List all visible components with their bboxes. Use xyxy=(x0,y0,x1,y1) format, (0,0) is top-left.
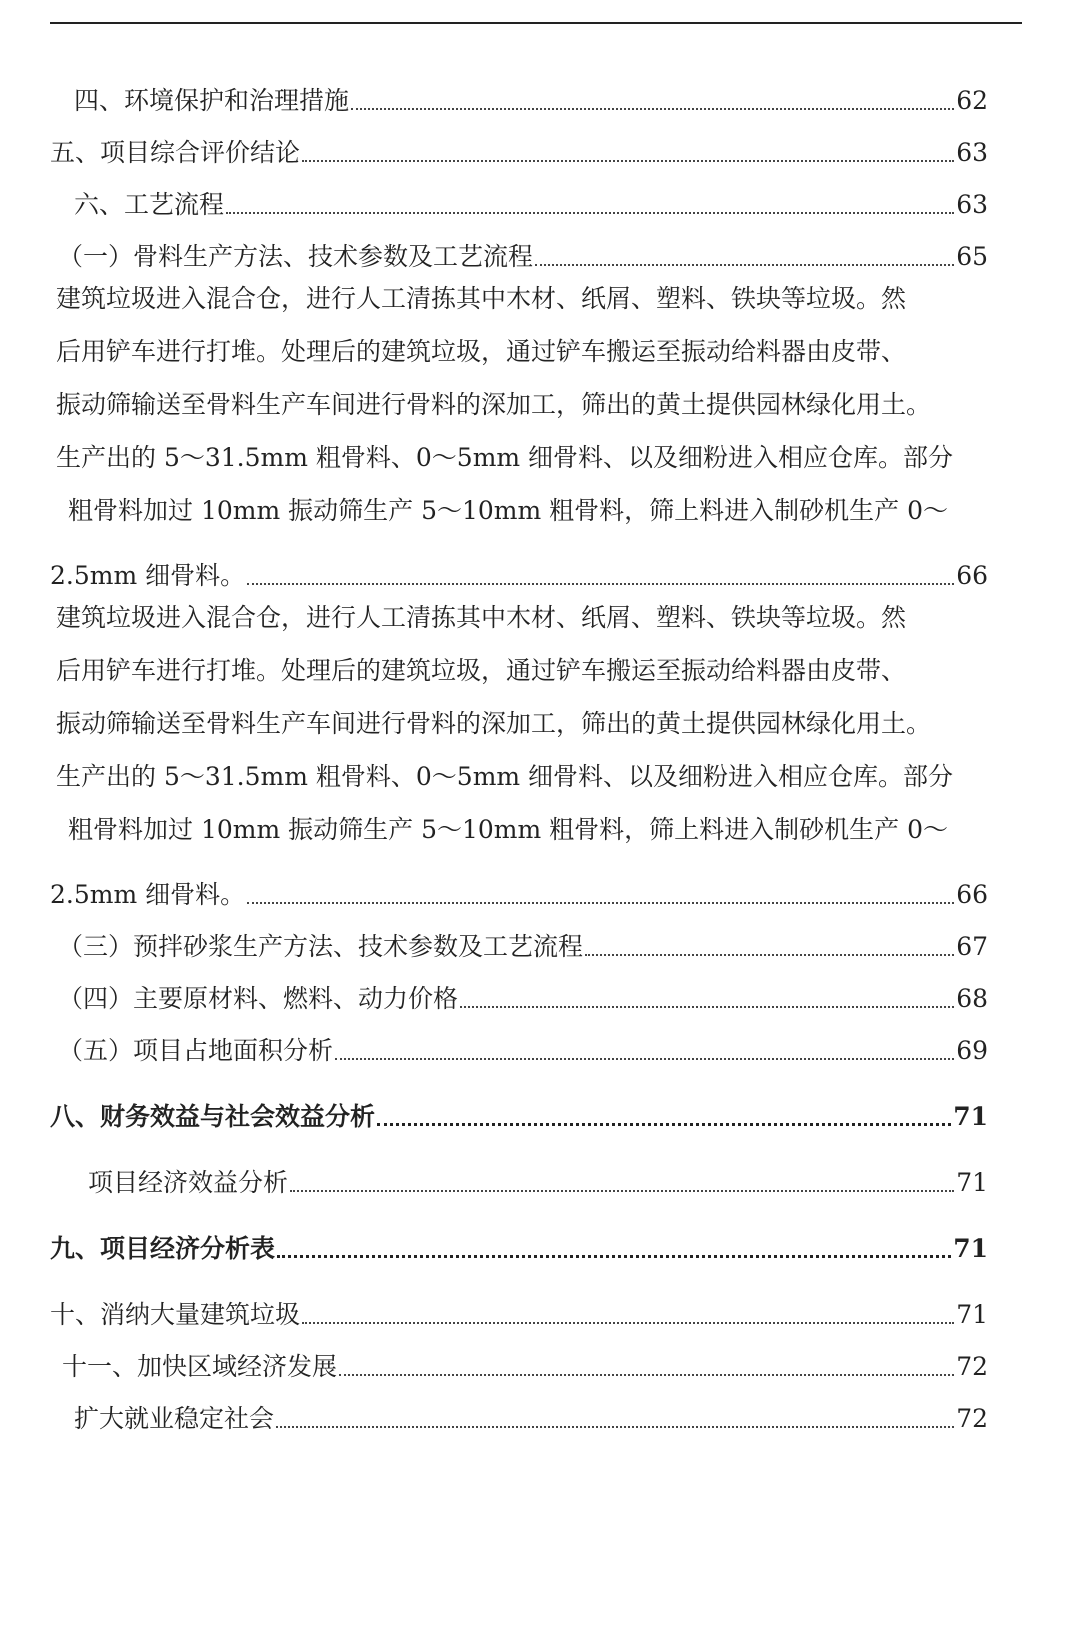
body-text-line: 生产出的 5～31.5mm 粗骨料、0～5mm 细骨料、以及细粉进入相应仓库。部分 xyxy=(56,443,954,472)
toc-entry-title: 五、项目综合评价结论 xyxy=(50,138,301,167)
toc-entry-title: 十一、加快区域经济发展 xyxy=(62,1352,338,1381)
leader-dots xyxy=(247,901,954,904)
toc-entry-title: 九、项目经济分析表 xyxy=(50,1234,276,1263)
toc-entry-title: 项目经济效益分析 xyxy=(88,1168,289,1197)
body-text-line: 建筑垃圾进入混合仓，进行人工清拣其中木材、纸屑、塑料、铁块等垃圾。然 xyxy=(56,284,907,313)
toc-entry-page: 72 xyxy=(956,1404,988,1433)
toc-entry-title: （三）预拌砂浆生产方法、技术参数及工艺流程 xyxy=(58,932,584,961)
leader-dots xyxy=(535,263,954,266)
leader-dots xyxy=(290,1189,954,1192)
toc-entry[interactable] xyxy=(0,126,1080,168)
leader-dots xyxy=(335,1057,954,1060)
toc-entry[interactable] xyxy=(0,1392,1080,1434)
body-text-line: 建筑垃圾进入混合仓，进行人工清拣其中木材、纸屑、塑料、铁块等垃圾。然 xyxy=(56,603,907,632)
toc-entry[interactable] xyxy=(0,549,1080,591)
toc-entry[interactable] xyxy=(0,74,1080,116)
toc-entry-title: （五）项目占地面积分析 xyxy=(58,1036,334,1065)
toc-entry-page: 62 xyxy=(956,86,988,115)
leader-dots xyxy=(276,1425,954,1428)
toc-entry-page: 71 xyxy=(956,1168,988,1197)
body-text-line: 振动筛输送至骨料生产车间进行骨料的深加工，筛出的黄土提供园林绿化用土。 xyxy=(56,390,932,419)
toc-entry-title: 四、环境保护和治理措施 xyxy=(74,86,350,115)
header-rule xyxy=(50,22,1022,24)
toc-chapter-entry[interactable] xyxy=(0,1090,1080,1132)
leader-dots xyxy=(351,107,954,110)
leader-dots xyxy=(226,211,954,214)
toc-entry[interactable] xyxy=(0,1288,1080,1330)
body-text-line: 粗骨料加过 10mm 振动筛生产 5～10mm 粗骨料，筛上料进入制砂机生产 0～ xyxy=(68,496,948,525)
body-text-line: 后用铲车进行打堆。处理后的建筑垃圾，通过铲车搬运至振动给料器由皮带、 xyxy=(56,337,907,366)
toc-entry-page: 63 xyxy=(956,138,988,167)
leader-dots xyxy=(277,1254,951,1258)
toc-entry[interactable] xyxy=(0,230,1080,272)
toc-entry-page: 72 xyxy=(956,1352,988,1381)
leader-dots xyxy=(247,582,954,585)
leader-dots xyxy=(339,1373,954,1376)
toc-entry[interactable] xyxy=(0,1340,1080,1382)
leader-dots xyxy=(460,1005,954,1008)
toc-entry-page: 65 xyxy=(956,242,988,271)
toc-entry-title: 六、工艺流程 xyxy=(74,190,225,219)
leader-dots xyxy=(302,1321,954,1324)
toc-entry-page: 69 xyxy=(956,1036,988,1065)
toc-entry[interactable] xyxy=(0,1024,1080,1066)
toc-entry-page: 68 xyxy=(956,984,988,1013)
body-text-line: 后用铲车进行打堆。处理后的建筑垃圾，通过铲车搬运至振动给料器由皮带、 xyxy=(56,656,907,685)
toc-entry-title: 2.5mm 细骨料。 xyxy=(50,561,246,590)
toc-entry-page: 66 xyxy=(956,561,988,590)
toc-entry-title: （一）骨料生产方法、技术参数及工艺流程 xyxy=(58,242,534,271)
toc-entry[interactable] xyxy=(0,972,1080,1014)
body-text-line: 粗骨料加过 10mm 振动筛生产 5～10mm 粗骨料，筛上料进入制砂机生产 0～ xyxy=(68,815,948,844)
leader-dots xyxy=(302,159,954,162)
toc-entry-page: 67 xyxy=(956,932,988,961)
toc-entry-page: 71 xyxy=(953,1234,988,1263)
toc-entry-page: 66 xyxy=(956,880,988,909)
leader-dots xyxy=(377,1122,951,1126)
toc-entry[interactable] xyxy=(0,920,1080,962)
body-text-line: 振动筛输送至骨料生产车间进行骨料的深加工，筛出的黄土提供园林绿化用土。 xyxy=(56,709,932,738)
toc-entry-page: 71 xyxy=(953,1102,988,1131)
toc-entry-title: 2.5mm 细骨料。 xyxy=(50,880,246,909)
toc-entry[interactable] xyxy=(0,1156,1080,1198)
toc-entry-title: 八、财务效益与社会效益分析 xyxy=(50,1102,376,1131)
toc-chapter-entry[interactable] xyxy=(0,1222,1080,1264)
toc-entry-title: （四）主要原材料、燃料、动力价格 xyxy=(58,984,459,1013)
toc-entry-title: 十、消纳大量建筑垃圾 xyxy=(50,1300,301,1329)
toc-entry[interactable] xyxy=(0,868,1080,910)
leader-dots xyxy=(585,953,954,956)
toc-entry-page: 71 xyxy=(956,1300,988,1329)
body-text-line: 生产出的 5～31.5mm 粗骨料、0～5mm 细骨料、以及细粉进入相应仓库。部分 xyxy=(56,762,954,791)
toc-entry[interactable] xyxy=(0,178,1080,220)
toc-entry-page: 63 xyxy=(956,190,988,219)
toc-entry-title: 扩大就业稳定社会 xyxy=(74,1404,275,1433)
